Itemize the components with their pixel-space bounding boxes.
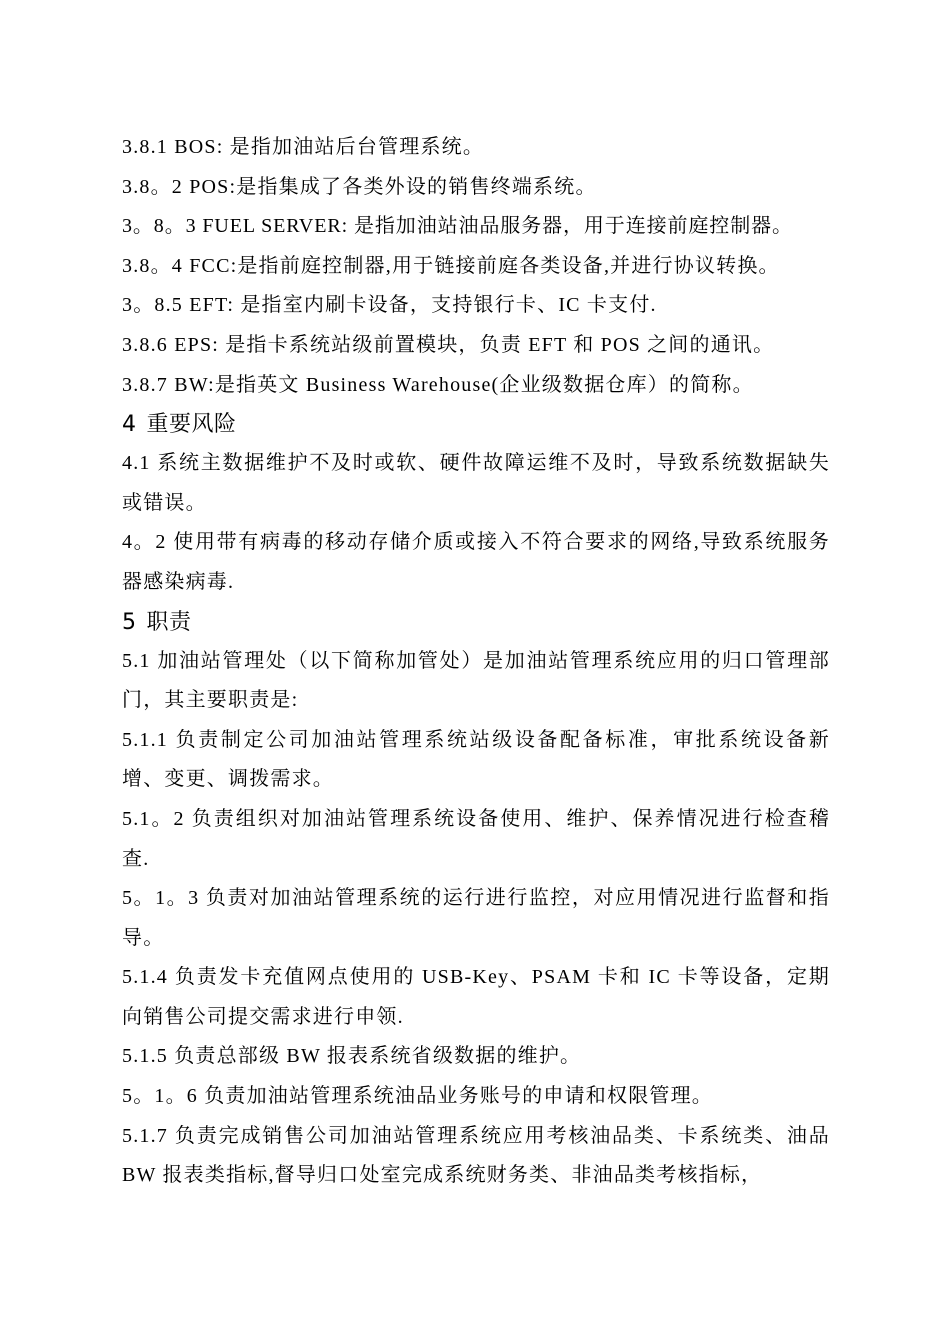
section-4-number: 4 — [122, 412, 137, 438]
paragraph-5-1-2: 5.1。2 负责组织对加油站管理系统设备使用、维护、保养情况进行检查稽查. — [122, 807, 830, 870]
paragraph-5-1-3: 5。1。3 负责对加油站管理系统的运行进行监控，对应用情况进行监督和指导。 — [122, 887, 830, 949]
document-body — [122, 128, 830, 1196]
paragraph-5-1: 5.1 加油站管理处（以下简称加管处）是加油站管理系统应用的归口管理部门，其主要职责是: — [122, 649, 830, 712]
paragraph-3-8-1: 3.8.1 BOS: 是指加油站后台管理系统。 — [122, 136, 485, 158]
section-4-title: 重要风险 — [146, 412, 237, 438]
section-5-heading — [122, 603, 830, 642]
paragraph-5-1-6: 5。1。6 负责加油站管理系统油品业务账号的申请和权限管理。 — [122, 1085, 713, 1108]
paragraph-3-8-5: 3。8.5 EFT: 是指室内刷卡设备，支持银行卡、IC 卡支付. — [122, 294, 657, 317]
paragraph-4-1: 4.1 系统主数据维护不及时或软、硬件故障运维不及时，导致系统数据缺失或错误。 — [122, 452, 830, 514]
paragraph-5-1-4: 5.1.4 负责发卡充值网点使用的 USB-Key、PSAM 卡和 IC 卡等设备，定期向销售公司提交需求进行申领. — [122, 966, 830, 1028]
section-5-title: 职责 — [146, 609, 192, 635]
paragraph-3-8-2: 3.8。2 POS:是指集成了各类外设的销售终端系统。 — [122, 175, 597, 198]
paragraph-3-8-6: 3.8.6 EPS: 是指卡系统站级前置模块，负责 EFT 和 POS 之间的通讯。 — [122, 333, 775, 356]
section-4-heading — [122, 405, 830, 444]
paragraph-5-1-5: 5.1.5 负责总部级 BW 报表系统省级数据的维护。 — [122, 1045, 582, 1068]
paragraph-5-1-1: 5.1.1 负责制定公司加油站管理系统站级设备配备标准，审批系统设备新增、变更、调拨需求。 — [122, 728, 830, 791]
paragraph-3-8-4: 3.8。4 FCC:是指前庭控制器,用于链接前庭各类设备,并进行协议转换。 — [122, 254, 780, 277]
paragraph-3-8-3: 3。8。3 FUEL SERVER: 是指加油站油品服务器，用于连接前庭控制器。 — [122, 215, 793, 238]
paragraph-3-8-7: 3.8.7 BW:是指英文 Business Warehouse(企业级数据仓库）的简称。 — [122, 373, 754, 396]
section-5-number: 5 — [122, 609, 137, 635]
paragraph-4-2: 4。2 使用带有病毒的移动存储介质或接入不符合要求的网络,导致系统服务器感染病毒. — [122, 531, 830, 593]
paragraph-5-1-7: 5.1.7 负责完成销售公司加油站管理系统应用考核油品类、卡系统类、油品 BW 报表类指标,督导归口处室完成系统财务类、非油品类考核指标， — [122, 1124, 830, 1187]
